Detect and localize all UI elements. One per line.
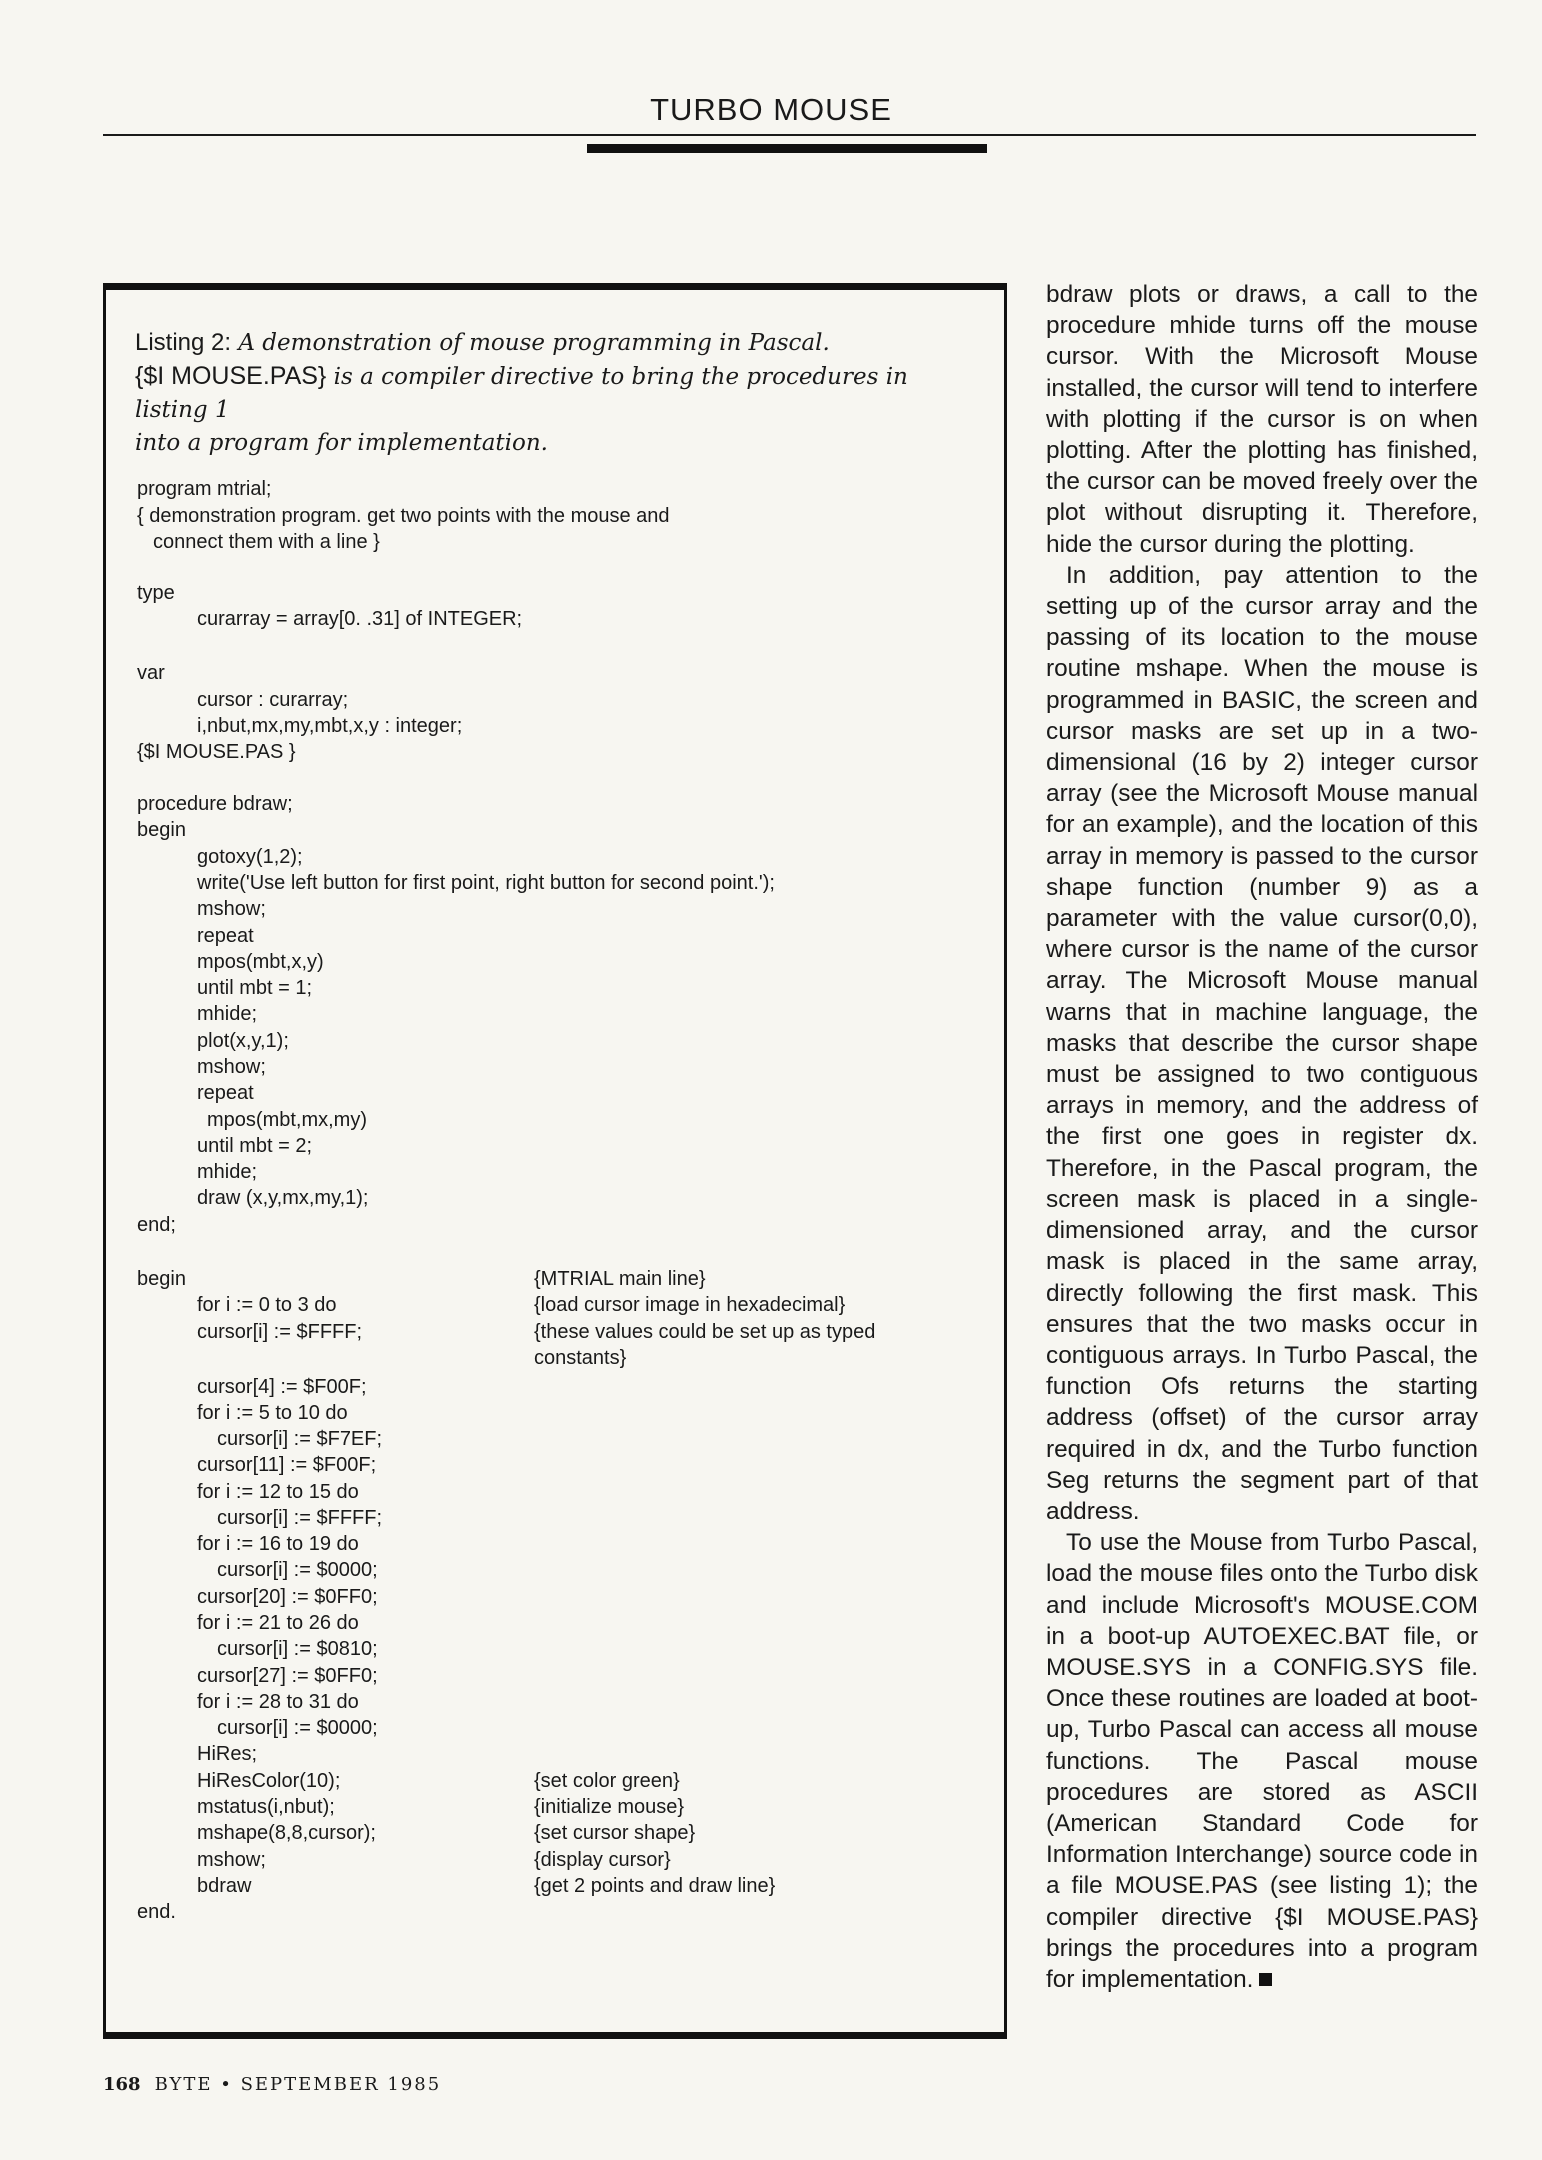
code-line: { demonstration program. get two points with the mouse and [137,505,670,527]
code-comment: {set cursor shape} [534,1822,696,1844]
code-line: until mbt = 1; [197,977,313,999]
code-line: HiRes; [197,1743,258,1765]
code-line: for i := 0 to 3 do [197,1294,337,1316]
code-line: until mbt = 2; [197,1135,313,1157]
code-line: for i := 5 to 10 do [197,1402,348,1424]
code-line: for i := 28 to 31 do [197,1691,359,1713]
code-listing [106,290,1004,2032]
code-line: mpos(mbt,mx,my) [207,1109,367,1131]
caption-line-2: is a compiler directive to bring the procedures in listing 1 [135,364,908,423]
code-line: {$I MOUSE.PAS } [137,741,296,763]
code-line: mpos(mbt,x,y) [197,951,324,973]
code-line: cursor[i] := $0000; [217,1559,378,1581]
code-line: draw (x,y,mx,my,1); [197,1187,369,1209]
code-line: cursor[20] := $0FF0; [197,1586,378,1608]
code-line: cursor[i] := $0000; [217,1717,378,1739]
code-line: cursor[i] := $FFFF; [197,1321,363,1343]
code-line: begin [137,819,186,841]
body-paragraph-3-text: To use the Mouse from Turbo Pascal, load the mouse files onto the Turbo disk and include Microsoft's MOUSE.COM in a boot-up AUTOEXEC.BAT file, or MOUSE.SYS in a CONFIG.SYS file. Once these routines are loaded at boot-up, Turbo Pascal can access all mouse functions. The Pascal mouse procedures are stored as ASCII (American Standard Code for Information Interchange) source code in a file MOUSE.PAS (see listing 1); the compiler directive {$I MOUSE.PAS} brings the procedures into a program for implementation. [1046,1529,1478,1993]
code-line: cursor[27] := $0FF0; [197,1665,378,1687]
code-line: for i := 16 to 19 do [197,1533,359,1555]
code-comment: {MTRIAL main line} [534,1268,706,1290]
code-comment: {display cursor} [534,1849,671,1871]
header-rule [103,134,1476,136]
code-line: repeat [197,1082,254,1104]
code-comment: {load cursor image in hexadecimal} [534,1294,846,1316]
code-line: repeat [197,925,254,947]
code-line: plot(x,y,1); [197,1030,289,1052]
caption-line-3: into a program for implementation. [135,430,548,456]
listing-label: Listing 2: [135,329,232,356]
code-line: i,nbut,mx,my,mbt,x,y : integer; [197,715,463,737]
publication-line: BYTE • SEPTEMBER 1985 [154,2074,442,2095]
code-line: mstatus(i,nbut); [197,1796,335,1818]
listing-box [103,283,1007,2039]
code-line: procedure bdraw; [137,793,293,815]
code-line: write('Use left button for first point, right button for second point.'); [197,872,775,894]
code-line: program mtrial; [137,478,272,500]
code-line: mshow; [197,1849,266,1871]
code-line: cursor[11] := $F00F; [197,1454,377,1476]
code-comment: {these values could be set up as typed [534,1321,876,1343]
page-number: 168 [103,2074,141,2095]
body-paragraph-3 [1046,1527,1478,1995]
code-line: begin [137,1268,186,1290]
code-line: mshow; [197,898,266,920]
code-line: mhide; [197,1161,258,1183]
code-line: cursor[4] := $F00F; [197,1376,367,1398]
caption-directive: {$I MOUSE.PAS} [135,362,327,390]
body-paragraph-2: In addition, pay attention to the setting up of the cursor array and the passing of its location to the mouse routine mshape. When the mouse is programmed in BASIC, the screen and cursor masks are set up in a two-dimensional (16 by 2) integer cursor array (see the Microsoft Mouse manual for an example), and the location of this array in memory is passed to the cursor shape function (number 9) as a parameter with the value cursor(0,0), where cursor is the name of the cursor array. The Microsoft Mouse manual warns that in machine language, the masks that describe the cursor shape must be assigned to two contiguous arrays in memory, and the address of the first one goes in register dx. Therefore, in the Pascal program, the screen mask is placed in a single-dimensioned array, and the cursor mask is placed in the same array, directly following the first mask. This ensures that the two masks occur in contiguous arrays. In Turbo Pascal, the function Ofs returns the starting address (offset) of the cursor array required in dx, and the Turbo function Seg returns the segment part of that address. [1046,561,1478,1525]
code-line: curarray = array[0. .31] of INTEGER; [197,608,523,630]
end-of-article-mark [1259,1973,1272,1986]
code-line: for i := 21 to 26 do [197,1612,359,1634]
code-line: mshow; [197,1056,266,1078]
code-line: end; [137,1214,176,1236]
code-line: gotoxy(1,2); [197,846,303,868]
code-line: end. [137,1901,176,1923]
code-line: cursor[i] := $FFFF; [217,1507,383,1529]
header-accent-bar [587,144,987,153]
code-line: type [137,582,175,604]
code-comment: {initialize mouse} [534,1796,685,1818]
caption-line-1: A demonstration of mouse programming in Pascal. [238,330,830,356]
code-comment: {set color green} [534,1770,680,1792]
body-paragraph-1: bdraw plots or draws, a call to the procedure mhide turns off the mouse cursor. With the Microsoft Mouse installed, the cursor will tend to interfere with plotting if the cursor is on when plotting. After the plotting has finished, the cursor can be moved freely over the plot without disrupting it. Therefore, hide the cursor during the plotting. [1046,281,1478,558]
code-line: bdraw [197,1875,252,1897]
page-footer [103,2074,441,2095]
code-line: var [137,662,165,684]
code-comment: {get 2 points and draw line} [534,1875,776,1897]
running-header: TURBO MOUSE [650,92,892,127]
code-line: cursor[i] := $F7EF; [217,1428,383,1450]
article-column [1046,279,1478,1995]
code-line: cursor : curarray; [197,689,349,711]
code-line: for i := 12 to 15 do [197,1481,359,1503]
code-line: mhide; [197,1003,258,1025]
code-line: connect them with a line } [153,531,380,553]
code-line: mshape(8,8,cursor); [197,1822,376,1844]
code-comment: constants} [534,1347,627,1369]
code-line: HiResColor(10); [197,1770,341,1792]
code-line: cursor[i] := $0810; [217,1638,378,1660]
